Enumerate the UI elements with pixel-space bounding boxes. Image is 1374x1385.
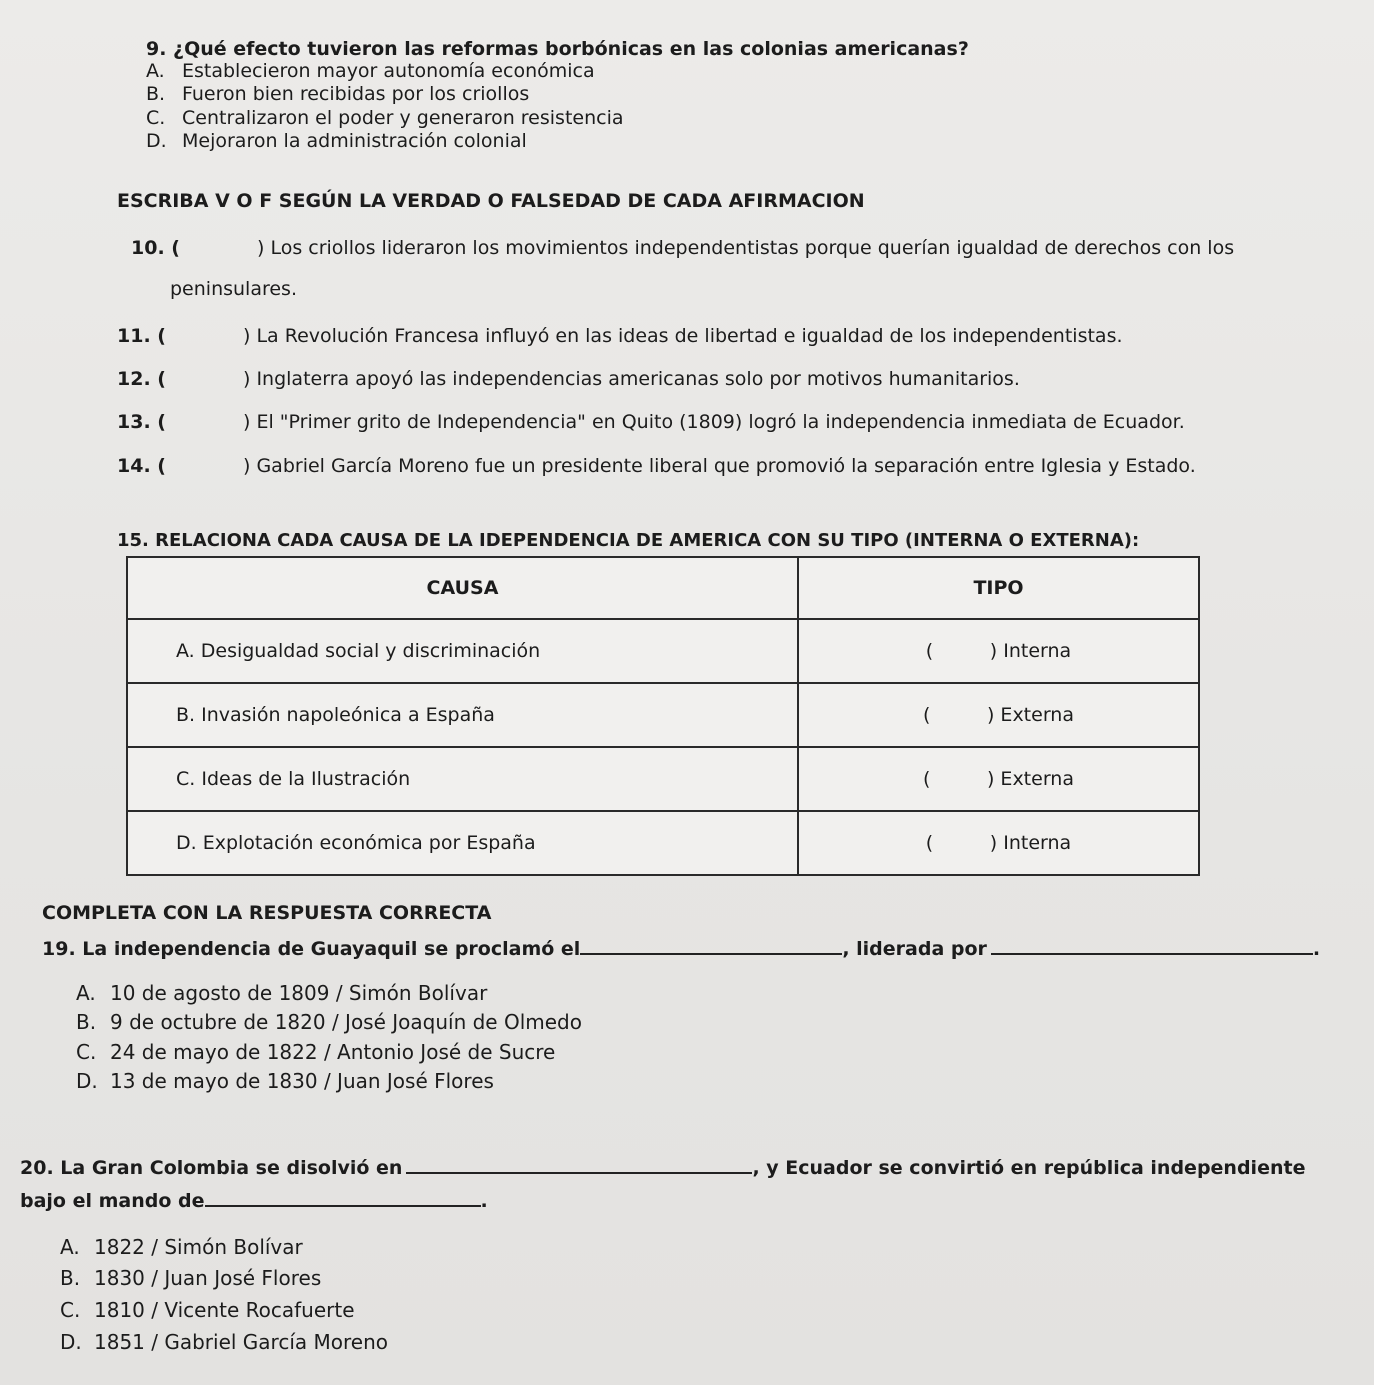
option-letter: A. — [60, 1235, 80, 1259]
option-text: Fueron bien recibidas por los criollos — [182, 83, 530, 105]
causa-cell: C. Ideas de la Ilustración — [127, 747, 798, 811]
q20-option-b — [60, 1266, 321, 1290]
causa-cell: D. Explotación económica por España — [127, 811, 798, 875]
vf-statement: ) Inglaterra apoyó las independencias americanas solo por motivos humanitarios. — [243, 368, 1020, 390]
q19-blank-2[interactable] — [991, 935, 1313, 955]
tipo-label: ) Interna — [989, 832, 1072, 854]
vf-statement: ) Los criollos lideraron los movimientos independentistas porque querían igualdad de derechos con los — [257, 237, 1235, 259]
option-letter: C. — [76, 1040, 97, 1064]
q19-option-d — [76, 1069, 494, 1093]
option-text: Establecieron mayor autonomía económica — [182, 60, 595, 82]
q9-option-b — [146, 83, 529, 105]
option-letter: D. — [76, 1069, 98, 1093]
vf-item-14 — [117, 455, 1196, 477]
vf-item-13 — [117, 411, 1185, 433]
option-letter: B. — [60, 1266, 81, 1290]
question-20-line-2 — [20, 1187, 488, 1212]
q19-option-a — [76, 981, 487, 1005]
table-row — [127, 747, 1199, 811]
option-text: 1830 / Juan José Flores — [94, 1266, 322, 1290]
vf-statement: ) La Revolución Francesa influyó en las ideas de libertad e igualdad de los independentistas. — [243, 325, 1123, 347]
q20-option-d — [60, 1330, 388, 1354]
q19-text-3: . — [1312, 938, 1321, 960]
vf-statement: ) Gabriel García Moreno fue un presidente liberal que promovió la separación entre Iglesia y Estado. — [243, 455, 1196, 477]
option-text: Centralizaron el poder y generaron resistencia — [182, 107, 624, 129]
vf-item-10-continuation: peninsulares. — [170, 278, 297, 300]
option-text: 1851 / Gabriel García Moreno — [94, 1330, 388, 1354]
question-15-title: 15. RELACIONA CADA CAUSA DE LA IDEPENDENCIA DE AMERICA CON SU TIPO (INTERNA O EXTERNA): — [117, 530, 1140, 551]
vf-number: 10. ( — [131, 237, 180, 259]
tipo-cell[interactable] — [798, 619, 1199, 683]
tipo-cell[interactable] — [798, 747, 1199, 811]
option-letter: D. — [60, 1330, 82, 1354]
question-9: 9. ¿Qué efecto tuvieron las reformas borbónicas en las colonias americanas? — [146, 38, 969, 60]
option-text: 10 de agosto de 1809 / Simón Bolívar — [110, 981, 488, 1005]
question-20 — [20, 1154, 1305, 1179]
vf-statement: ) El "Primer grito de Independencia" en Quito (1809) logró la independencia inmediata de Ecuador. — [243, 411, 1185, 433]
q20-text-3: bajo el mando de — [20, 1190, 205, 1212]
q9-option-c — [146, 107, 624, 129]
answer-paren: ( — [925, 832, 934, 854]
q19-blank-1[interactable] — [580, 935, 842, 955]
tipo-label: ) Externa — [986, 768, 1074, 790]
tipo-cell[interactable] — [798, 811, 1199, 875]
tipo-cell[interactable] — [798, 683, 1199, 747]
table-header-row — [127, 557, 1199, 619]
option-letter: A. — [76, 981, 96, 1005]
q9-option-a — [146, 60, 595, 82]
option-letter: B. — [76, 1010, 97, 1034]
vf-item-10 — [131, 237, 1234, 259]
vf-item-12 — [117, 368, 1020, 390]
option-text: 1822 / Simón Bolívar — [94, 1235, 303, 1259]
table-row — [127, 619, 1199, 683]
table-row — [127, 683, 1199, 747]
table-row — [127, 811, 1199, 875]
option-text: 13 de mayo de 1830 / Juan José Flores — [110, 1069, 494, 1093]
header-tipo: TIPO — [798, 557, 1199, 619]
q9-option-d — [146, 130, 527, 152]
q20-blank-1[interactable] — [406, 1154, 752, 1174]
option-text: Mejoraron la administración colonial — [182, 130, 527, 152]
complete-section-title: COMPLETA CON LA RESPUESTA CORRECTA — [42, 902, 492, 924]
question-19 — [42, 935, 1320, 960]
option-text: 9 de octubre de 1820 / José Joaquín de Olmedo — [110, 1010, 582, 1034]
vf-number: 13. ( — [117, 411, 166, 433]
option-letter: C. — [60, 1298, 81, 1322]
q20-blank-2[interactable] — [205, 1187, 481, 1207]
answer-paren: ( — [922, 768, 931, 790]
option-letter: A. — [146, 60, 165, 82]
q20-text-4: . — [480, 1190, 488, 1212]
option-text: 24 de mayo de 1822 / Antonio José de Sucre — [110, 1040, 556, 1064]
causa-cell: A. Desigualdad social y discriminación — [127, 619, 798, 683]
q20-option-a — [60, 1235, 303, 1259]
q20-option-c — [60, 1298, 355, 1322]
vf-number: 11. ( — [117, 325, 166, 347]
q19-text-1: 19. La independencia de Guayaquil se proclamó el — [42, 938, 581, 960]
vf-item-11 — [117, 325, 1123, 347]
answer-paren: ( — [922, 704, 931, 726]
option-text: 1810 / Vicente Rocafuerte — [94, 1298, 355, 1322]
relation-table — [126, 556, 1200, 876]
option-letter: B. — [146, 83, 166, 105]
vf-number: 12. ( — [117, 368, 166, 390]
q20-text-1: 20. La Gran Colombia se disolvió en — [20, 1157, 403, 1179]
header-causa: CAUSA — [127, 557, 798, 619]
q20-text-2: , y Ecuador se convirtió en república independiente — [752, 1157, 1306, 1179]
tipo-label: ) Externa — [986, 704, 1074, 726]
vf-section-title: ESCRIBA V O F SEGÚN LA VERDAD O FALSEDAD DE CADA AFIRMACION — [117, 190, 865, 212]
option-letter: C. — [146, 107, 166, 129]
causa-cell: B. Invasión napoleónica a España — [127, 683, 798, 747]
q19-option-c — [76, 1040, 555, 1064]
answer-paren: ( — [925, 640, 934, 662]
q19-text-2: , liderada por — [842, 938, 987, 960]
option-letter: D. — [146, 130, 167, 152]
tipo-label: ) Interna — [989, 640, 1072, 662]
q19-option-b — [76, 1010, 582, 1034]
vf-number: 14. ( — [117, 455, 166, 477]
